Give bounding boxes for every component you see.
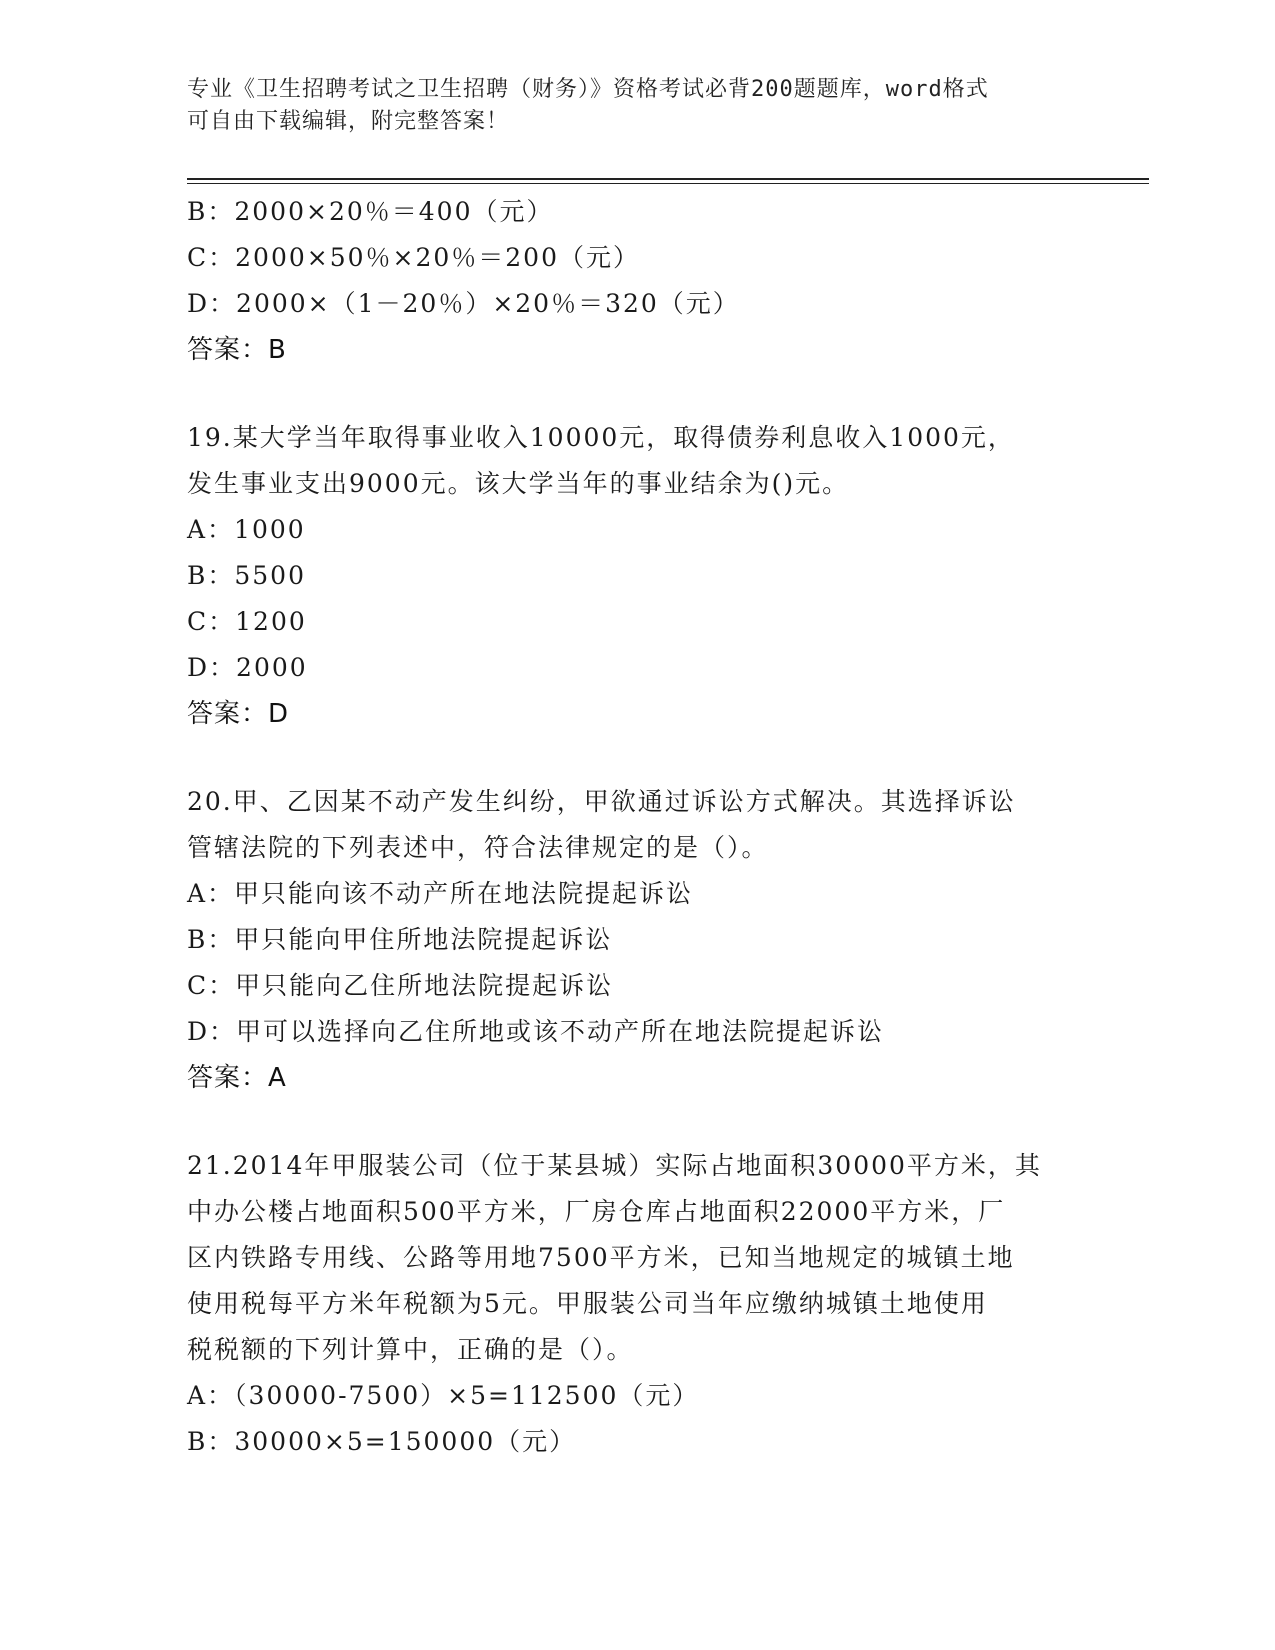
option-a: A：1000 [187, 515, 306, 544]
answer-line: 答案：D [187, 699, 290, 729]
option-b: B：5500 [187, 561, 306, 590]
spacer [187, 737, 1087, 779]
question-19 [187, 415, 1087, 737]
question-stem: 19.某大学当年取得事业收入10000元，取得债券利息收入1000元， [187, 423, 1015, 452]
page-header [187, 74, 1067, 138]
question-stem: 20.甲、乙因某不动产发生纠纷，甲欲通过诉讼方式解决。其选择诉讼 [187, 787, 1016, 816]
option-d: D：2000 [187, 653, 308, 682]
question-stem: 中办公楼占地面积500平方米，厂房仓库占地面积22000平方米，厂 [187, 1197, 1006, 1226]
answer-line: 答案：B [187, 335, 287, 365]
answer-line: 答案：A [187, 1063, 287, 1093]
header-rule-thin [187, 183, 1149, 184]
option-c: C：2000×50％×20％＝200（元） [187, 243, 640, 272]
question-list [187, 189, 1087, 1465]
option-a: A：（30000-7500）×5=112500（元） [187, 1381, 700, 1410]
header-title-line-2: 可自由下载编辑，附完整答案！ [187, 109, 510, 134]
header-rule-thick [187, 178, 1149, 180]
question-18 [187, 189, 1087, 373]
option-c: C：1200 [187, 607, 307, 636]
question-stem: 发生事业支出9000元。该大学当年的事业结余为()元。 [187, 469, 850, 498]
question-stem: 区内铁路专用线、公路等用地7500平方米，已知当地规定的城镇土地 [187, 1243, 1015, 1272]
option-d: D：2000×（1－20％）×20％＝320（元） [187, 289, 740, 318]
option-d: D：甲可以选择向乙住所地或该不动产所在地法院提起诉讼 [187, 1017, 885, 1046]
spacer [187, 373, 1087, 415]
question-stem: 21.2014年甲服装公司（位于某县城）实际占地面积30000平方米，其 [187, 1151, 1042, 1180]
spacer [187, 1101, 1087, 1143]
header-title-line-1: 专业《卫生招聘考试之卫生招聘（财务）》资格考试必背200题题库，word格式 [187, 77, 989, 102]
option-b: B：2000×20％＝400（元） [187, 197, 554, 226]
question-21 [187, 1143, 1087, 1465]
question-stem: 管辖法院的下列表述中，符合法律规定的是（）。 [187, 833, 769, 862]
option-c: C：甲只能向乙住所地法院提起诉讼 [187, 971, 614, 1000]
option-b: B：甲只能向甲住所地法院提起诉讼 [187, 925, 613, 954]
question-20 [187, 779, 1087, 1101]
option-b: B：30000×5=150000（元） [187, 1427, 577, 1456]
option-a: A：甲只能向该不动产所在地法院提起诉讼 [187, 879, 694, 908]
question-stem: 税税额的下列计算中，正确的是（）。 [187, 1335, 634, 1364]
question-stem: 使用税每平方米年税额为5元。甲服装公司当年应缴纳城镇土地使用 [187, 1289, 988, 1318]
